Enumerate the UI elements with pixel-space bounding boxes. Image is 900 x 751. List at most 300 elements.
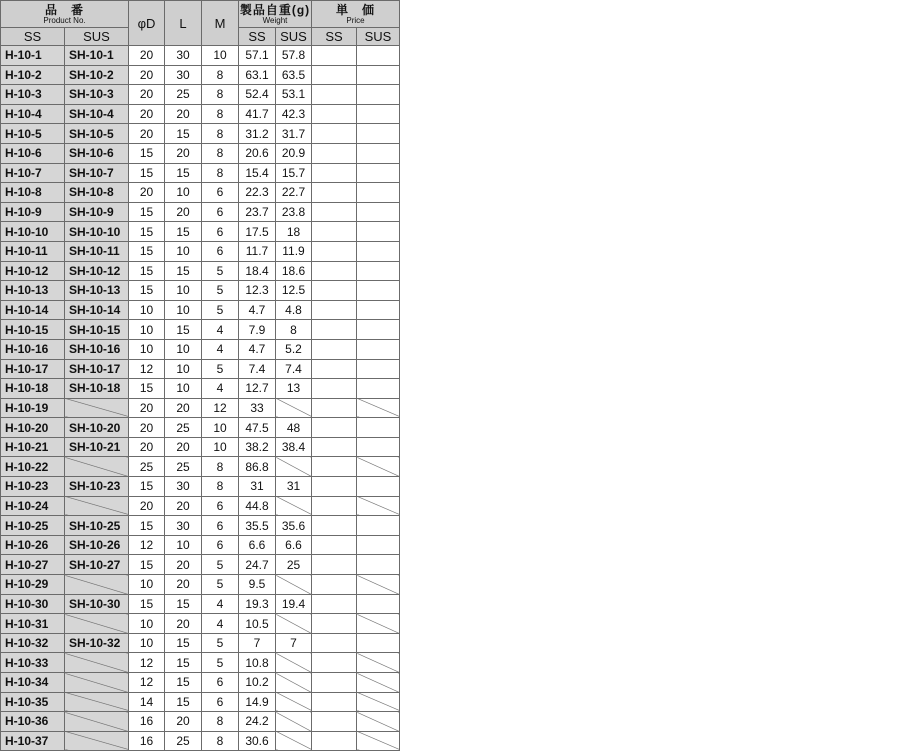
diameter-cell: 15 bbox=[129, 379, 165, 399]
product-sus-cell: SH-10-25 bbox=[65, 516, 129, 536]
price-ss-cell bbox=[312, 633, 357, 653]
price-ss-cell bbox=[312, 477, 357, 497]
price-ss-cell bbox=[312, 673, 357, 693]
diameter-cell: 16 bbox=[129, 712, 165, 732]
weight-sus-cell bbox=[276, 673, 312, 693]
product-sus-cell: SH-10-2 bbox=[65, 65, 129, 85]
diameter-cell: 15 bbox=[129, 241, 165, 261]
thread-cell: 8 bbox=[202, 85, 239, 105]
thread-cell: 6 bbox=[202, 535, 239, 555]
table-row bbox=[1, 222, 400, 242]
price-ss-cell bbox=[312, 281, 357, 301]
thread-cell: 4 bbox=[202, 320, 239, 340]
table-row bbox=[1, 379, 400, 399]
weight-sus-cell: 8 bbox=[276, 320, 312, 340]
length-cell: 15 bbox=[165, 692, 202, 712]
product-ss-cell: H-10-20 bbox=[1, 418, 65, 438]
price-sus-cell bbox=[357, 614, 400, 634]
price-ss-cell bbox=[312, 65, 357, 85]
price-sus-cell bbox=[357, 163, 400, 183]
weight-ss-cell: 15.4 bbox=[239, 163, 276, 183]
thread-cell: 6 bbox=[202, 202, 239, 222]
diameter-cell: 15 bbox=[129, 202, 165, 222]
product-ss-cell: H-10-12 bbox=[1, 261, 65, 281]
price-ss-cell bbox=[312, 692, 357, 712]
thread-cell: 5 bbox=[202, 261, 239, 281]
price-sus-cell bbox=[357, 653, 400, 673]
price-sus-cell bbox=[357, 85, 400, 105]
product-ss-cell: H-10-25 bbox=[1, 516, 65, 536]
length-cell: 20 bbox=[165, 496, 202, 516]
price-header bbox=[312, 1, 400, 28]
diameter-cell: 12 bbox=[129, 359, 165, 379]
product-sus-cell: SH-10-26 bbox=[65, 535, 129, 555]
weight-ss-cell: 23.7 bbox=[239, 202, 276, 222]
price-ss-cell bbox=[312, 124, 357, 144]
weight-ss-cell: 24.2 bbox=[239, 712, 276, 732]
price-sus-cell bbox=[357, 398, 400, 418]
table-row bbox=[1, 261, 400, 281]
price-sus-cell bbox=[357, 183, 400, 203]
length-header: L bbox=[165, 1, 202, 46]
length-cell: 15 bbox=[165, 594, 202, 614]
thread-cell: 12 bbox=[202, 398, 239, 418]
weight-sus-cell: 4.8 bbox=[276, 300, 312, 320]
product-ss-cell: H-10-9 bbox=[1, 202, 65, 222]
weight-ss-cell: 24.7 bbox=[239, 555, 276, 575]
diameter-cell: 15 bbox=[129, 261, 165, 281]
diameter-cell: 20 bbox=[129, 418, 165, 438]
table-row bbox=[1, 104, 400, 124]
price-sus-cell bbox=[357, 261, 400, 281]
diameter-cell: 20 bbox=[129, 85, 165, 105]
thread-cell: 4 bbox=[202, 379, 239, 399]
table-row bbox=[1, 85, 400, 105]
weight-sus-cell: 15.7 bbox=[276, 163, 312, 183]
length-cell: 20 bbox=[165, 575, 202, 595]
weight-sus-cell: 22.7 bbox=[276, 183, 312, 203]
diameter-header: φD bbox=[129, 1, 165, 46]
product-sus-cell bbox=[65, 398, 129, 418]
weight-jp: 製品自重(g) bbox=[239, 2, 311, 17]
price-sus-cell bbox=[357, 477, 400, 497]
product-sus-cell: SH-10-21 bbox=[65, 437, 129, 457]
thread-cell: 5 bbox=[202, 575, 239, 595]
weight-sus-cell bbox=[276, 712, 312, 732]
thread-cell: 8 bbox=[202, 457, 239, 477]
product-ss-cell: H-10-3 bbox=[1, 85, 65, 105]
diameter-cell: 15 bbox=[129, 555, 165, 575]
weight-sus-cell: 35.6 bbox=[276, 516, 312, 536]
diameter-cell: 20 bbox=[129, 104, 165, 124]
table-row bbox=[1, 339, 400, 359]
product-sus-cell: SH-10-5 bbox=[65, 124, 129, 144]
price-sus-cell bbox=[357, 104, 400, 124]
price-sus-cell bbox=[357, 241, 400, 261]
weight-sus-cell: 20.9 bbox=[276, 143, 312, 163]
price-sus-cell bbox=[357, 65, 400, 85]
weight-sus-cell: 48 bbox=[276, 418, 312, 438]
weight-ss-cell: 4.7 bbox=[239, 339, 276, 359]
product-sus-cell: SH-10-12 bbox=[65, 261, 129, 281]
length-cell: 20 bbox=[165, 614, 202, 634]
table-row bbox=[1, 692, 400, 712]
price-ss-cell bbox=[312, 457, 357, 477]
diameter-cell: 14 bbox=[129, 692, 165, 712]
price-ss-cell bbox=[312, 359, 357, 379]
length-cell: 20 bbox=[165, 712, 202, 732]
product-sus-cell: SH-10-13 bbox=[65, 281, 129, 301]
diameter-cell: 15 bbox=[129, 516, 165, 536]
price-ss-cell bbox=[312, 300, 357, 320]
weight-ss-cell: 47.5 bbox=[239, 418, 276, 438]
weight-sus-cell: 19.4 bbox=[276, 594, 312, 614]
thread-cell: 4 bbox=[202, 614, 239, 634]
table-row bbox=[1, 457, 400, 477]
price-ss-cell bbox=[312, 202, 357, 222]
thread-cell: 5 bbox=[202, 555, 239, 575]
price-sus-cell bbox=[357, 281, 400, 301]
product-sus-cell: SH-10-7 bbox=[65, 163, 129, 183]
weight-en: Weight bbox=[262, 15, 288, 25]
thread-cell: 6 bbox=[202, 183, 239, 203]
weight-ss-cell: 18.4 bbox=[239, 261, 276, 281]
length-cell: 20 bbox=[165, 104, 202, 124]
length-cell: 25 bbox=[165, 457, 202, 477]
diameter-cell: 15 bbox=[129, 594, 165, 614]
product-ss-cell: H-10-19 bbox=[1, 398, 65, 418]
weight-ss-cell: 9.5 bbox=[239, 575, 276, 595]
weight-ss-cell: 10.2 bbox=[239, 673, 276, 693]
diameter-cell: 12 bbox=[129, 535, 165, 555]
weight-ss-cell: 14.9 bbox=[239, 692, 276, 712]
product-ss-cell: H-10-11 bbox=[1, 241, 65, 261]
product-ss-cell: H-10-8 bbox=[1, 183, 65, 203]
weight-ss-cell: 41.7 bbox=[239, 104, 276, 124]
diameter-cell: 10 bbox=[129, 614, 165, 634]
diameter-cell: 10 bbox=[129, 300, 165, 320]
length-cell: 15 bbox=[165, 124, 202, 144]
thread-cell: 8 bbox=[202, 65, 239, 85]
price-sus-cell bbox=[357, 633, 400, 653]
product-ss-header: SS bbox=[1, 28, 65, 46]
length-cell: 25 bbox=[165, 418, 202, 438]
weight-ss-cell: 12.3 bbox=[239, 281, 276, 301]
table-row bbox=[1, 46, 400, 66]
length-cell: 10 bbox=[165, 300, 202, 320]
length-cell: 25 bbox=[165, 731, 202, 751]
length-cell: 10 bbox=[165, 535, 202, 555]
price-ss-cell bbox=[312, 379, 357, 399]
table-row bbox=[1, 535, 400, 555]
weight-sus-cell: 42.3 bbox=[276, 104, 312, 124]
product-ss-cell: H-10-35 bbox=[1, 692, 65, 712]
thread-cell: 5 bbox=[202, 300, 239, 320]
weight-header bbox=[239, 1, 312, 28]
table-row bbox=[1, 163, 400, 183]
thread-cell: 5 bbox=[202, 633, 239, 653]
price-ss-cell bbox=[312, 339, 357, 359]
diameter-cell: 20 bbox=[129, 496, 165, 516]
weight-sus-cell: 7 bbox=[276, 633, 312, 653]
weight-ss-cell: 31.2 bbox=[239, 124, 276, 144]
table-row bbox=[1, 320, 400, 340]
price-sus-cell bbox=[357, 535, 400, 555]
thread-cell: 10 bbox=[202, 418, 239, 438]
product-ss-cell: H-10-15 bbox=[1, 320, 65, 340]
price-ss-cell bbox=[312, 535, 357, 555]
price-sus-cell bbox=[357, 379, 400, 399]
diameter-cell: 12 bbox=[129, 653, 165, 673]
length-cell: 20 bbox=[165, 202, 202, 222]
price-ss-cell bbox=[312, 575, 357, 595]
weight-ss-cell: 38.2 bbox=[239, 437, 276, 457]
price-sus-cell bbox=[357, 124, 400, 144]
price-sus-cell bbox=[357, 143, 400, 163]
price-ss-cell bbox=[312, 143, 357, 163]
product-ss-cell: H-10-29 bbox=[1, 575, 65, 595]
product-sus-header: SUS bbox=[65, 28, 129, 46]
table-row bbox=[1, 633, 400, 653]
product-no-header bbox=[1, 1, 129, 28]
diameter-cell: 25 bbox=[129, 457, 165, 477]
weight-ss-cell: 19.3 bbox=[239, 594, 276, 614]
price-sus-cell bbox=[357, 575, 400, 595]
weight-sus-cell bbox=[276, 614, 312, 634]
weight-sus-cell: 7.4 bbox=[276, 359, 312, 379]
product-sus-cell bbox=[65, 712, 129, 732]
product-ss-cell: H-10-14 bbox=[1, 300, 65, 320]
product-sus-cell: SH-10-17 bbox=[65, 359, 129, 379]
price-ss-cell bbox=[312, 594, 357, 614]
length-cell: 15 bbox=[165, 261, 202, 281]
diameter-cell: 15 bbox=[129, 477, 165, 497]
length-cell: 15 bbox=[165, 633, 202, 653]
weight-sus-cell bbox=[276, 398, 312, 418]
length-cell: 10 bbox=[165, 281, 202, 301]
price-ss-cell bbox=[312, 418, 357, 438]
weight-ss-cell: 86.8 bbox=[239, 457, 276, 477]
weight-sus-header: SUS bbox=[276, 28, 312, 46]
product-sus-cell bbox=[65, 692, 129, 712]
price-ss-cell bbox=[312, 516, 357, 536]
product-sus-cell: SH-10-3 bbox=[65, 85, 129, 105]
product-ss-cell: H-10-22 bbox=[1, 457, 65, 477]
length-cell: 15 bbox=[165, 653, 202, 673]
weight-sus-cell: 38.4 bbox=[276, 437, 312, 457]
price-en: Price bbox=[346, 15, 365, 25]
weight-ss-cell: 33 bbox=[239, 398, 276, 418]
table-row bbox=[1, 281, 400, 301]
product-ss-cell: H-10-26 bbox=[1, 535, 65, 555]
thread-cell: 8 bbox=[202, 143, 239, 163]
price-sus-cell bbox=[357, 731, 400, 751]
weight-sus-cell: 18.6 bbox=[276, 261, 312, 281]
table-row bbox=[1, 555, 400, 575]
weight-ss-cell: 11.7 bbox=[239, 241, 276, 261]
weight-sus-cell: 53.1 bbox=[276, 85, 312, 105]
weight-sus-cell: 18 bbox=[276, 222, 312, 242]
length-cell: 30 bbox=[165, 516, 202, 536]
diameter-cell: 10 bbox=[129, 339, 165, 359]
thread-cell: 8 bbox=[202, 731, 239, 751]
product-ss-cell: H-10-18 bbox=[1, 379, 65, 399]
diameter-cell: 10 bbox=[129, 320, 165, 340]
weight-sus-cell bbox=[276, 653, 312, 673]
table-row bbox=[1, 124, 400, 144]
length-cell: 15 bbox=[165, 320, 202, 340]
thread-cell: 8 bbox=[202, 163, 239, 183]
price-ss-cell bbox=[312, 731, 357, 751]
weight-sus-cell bbox=[276, 457, 312, 477]
price-ss-cell bbox=[312, 183, 357, 203]
weight-ss-cell: 57.1 bbox=[239, 46, 276, 66]
price-sus-cell bbox=[357, 673, 400, 693]
weight-sus-cell bbox=[276, 731, 312, 751]
weight-sus-cell: 31 bbox=[276, 477, 312, 497]
product-no-jp: 品 番 bbox=[44, 2, 84, 17]
table-row bbox=[1, 418, 400, 438]
table-row bbox=[1, 673, 400, 693]
weight-sus-cell bbox=[276, 575, 312, 595]
thread-cell: 6 bbox=[202, 241, 239, 261]
diameter-cell: 20 bbox=[129, 65, 165, 85]
thread-cell: 6 bbox=[202, 222, 239, 242]
weight-ss-cell: 63.1 bbox=[239, 65, 276, 85]
weight-ss-cell: 10.8 bbox=[239, 653, 276, 673]
price-sus-cell bbox=[357, 320, 400, 340]
product-ss-cell: H-10-33 bbox=[1, 653, 65, 673]
table-row bbox=[1, 359, 400, 379]
product-ss-cell: H-10-32 bbox=[1, 633, 65, 653]
table-row bbox=[1, 437, 400, 457]
product-ss-cell: H-10-16 bbox=[1, 339, 65, 359]
diameter-cell: 20 bbox=[129, 437, 165, 457]
weight-sus-cell: 5.2 bbox=[276, 339, 312, 359]
product-ss-cell: H-10-27 bbox=[1, 555, 65, 575]
thread-header: M bbox=[202, 1, 239, 46]
price-ss-cell bbox=[312, 653, 357, 673]
weight-sus-cell: 31.7 bbox=[276, 124, 312, 144]
weight-ss-cell: 30.6 bbox=[239, 731, 276, 751]
price-sus-cell bbox=[357, 594, 400, 614]
thread-cell: 5 bbox=[202, 653, 239, 673]
product-ss-cell: H-10-23 bbox=[1, 477, 65, 497]
product-ss-cell: H-10-31 bbox=[1, 614, 65, 634]
thread-cell: 4 bbox=[202, 594, 239, 614]
table-row bbox=[1, 398, 400, 418]
price-sus-cell bbox=[357, 692, 400, 712]
product-sus-cell: SH-10-20 bbox=[65, 418, 129, 438]
length-cell: 20 bbox=[165, 437, 202, 457]
diameter-cell: 16 bbox=[129, 731, 165, 751]
thread-cell: 8 bbox=[202, 477, 239, 497]
table-row bbox=[1, 300, 400, 320]
thread-cell: 6 bbox=[202, 496, 239, 516]
weight-ss-cell: 22.3 bbox=[239, 183, 276, 203]
price-ss-cell bbox=[312, 320, 357, 340]
price-sus-cell bbox=[357, 496, 400, 516]
price-sus-cell bbox=[357, 46, 400, 66]
length-cell: 15 bbox=[165, 673, 202, 693]
length-cell: 10 bbox=[165, 339, 202, 359]
table-row bbox=[1, 516, 400, 536]
diameter-cell: 20 bbox=[129, 398, 165, 418]
thread-cell: 4 bbox=[202, 339, 239, 359]
product-ss-cell: H-10-21 bbox=[1, 437, 65, 457]
length-cell: 10 bbox=[165, 183, 202, 203]
product-sus-cell: SH-10-23 bbox=[65, 477, 129, 497]
product-sus-cell: SH-10-27 bbox=[65, 555, 129, 575]
table-row bbox=[1, 575, 400, 595]
table-row bbox=[1, 143, 400, 163]
table-row bbox=[1, 202, 400, 222]
weight-ss-cell: 20.6 bbox=[239, 143, 276, 163]
price-ss-cell bbox=[312, 163, 357, 183]
product-no-en: Product No. bbox=[43, 15, 86, 25]
table-row bbox=[1, 712, 400, 732]
product-sus-cell bbox=[65, 457, 129, 477]
thread-cell: 5 bbox=[202, 359, 239, 379]
length-cell: 20 bbox=[165, 143, 202, 163]
product-ss-cell: H-10-37 bbox=[1, 731, 65, 751]
price-ss-header: SS bbox=[312, 28, 357, 46]
length-cell: 20 bbox=[165, 398, 202, 418]
product-sus-cell bbox=[65, 575, 129, 595]
spec-table bbox=[0, 0, 400, 751]
table-row bbox=[1, 477, 400, 497]
product-sus-cell bbox=[65, 496, 129, 516]
length-cell: 15 bbox=[165, 163, 202, 183]
product-sus-cell: SH-10-9 bbox=[65, 202, 129, 222]
price-ss-cell bbox=[312, 437, 357, 457]
table-row bbox=[1, 731, 400, 751]
length-cell: 10 bbox=[165, 379, 202, 399]
weight-sus-cell bbox=[276, 496, 312, 516]
product-ss-cell: H-10-34 bbox=[1, 673, 65, 693]
price-sus-cell bbox=[357, 202, 400, 222]
product-sus-cell: SH-10-11 bbox=[65, 241, 129, 261]
table-row bbox=[1, 183, 400, 203]
weight-ss-cell: 12.7 bbox=[239, 379, 276, 399]
thread-cell: 6 bbox=[202, 516, 239, 536]
weight-ss-header: SS bbox=[239, 28, 276, 46]
product-sus-cell: SH-10-30 bbox=[65, 594, 129, 614]
price-sus-cell bbox=[357, 300, 400, 320]
weight-ss-cell: 4.7 bbox=[239, 300, 276, 320]
product-ss-cell: H-10-13 bbox=[1, 281, 65, 301]
weight-ss-cell: 7.9 bbox=[239, 320, 276, 340]
weight-sus-cell: 6.6 bbox=[276, 535, 312, 555]
thread-cell: 10 bbox=[202, 46, 239, 66]
weight-ss-cell: 44.8 bbox=[239, 496, 276, 516]
weight-sus-cell: 25 bbox=[276, 555, 312, 575]
length-cell: 30 bbox=[165, 65, 202, 85]
product-ss-cell: H-10-30 bbox=[1, 594, 65, 614]
product-sus-cell: SH-10-10 bbox=[65, 222, 129, 242]
product-ss-cell: H-10-10 bbox=[1, 222, 65, 242]
product-sus-cell bbox=[65, 673, 129, 693]
product-ss-cell: H-10-6 bbox=[1, 143, 65, 163]
weight-sus-cell: 11.9 bbox=[276, 241, 312, 261]
product-ss-cell: H-10-17 bbox=[1, 359, 65, 379]
weight-ss-cell: 35.5 bbox=[239, 516, 276, 536]
price-sus-cell bbox=[357, 555, 400, 575]
weight-ss-cell: 17.5 bbox=[239, 222, 276, 242]
weight-sus-cell: 63.5 bbox=[276, 65, 312, 85]
table-row bbox=[1, 594, 400, 614]
weight-ss-cell: 31 bbox=[239, 477, 276, 497]
